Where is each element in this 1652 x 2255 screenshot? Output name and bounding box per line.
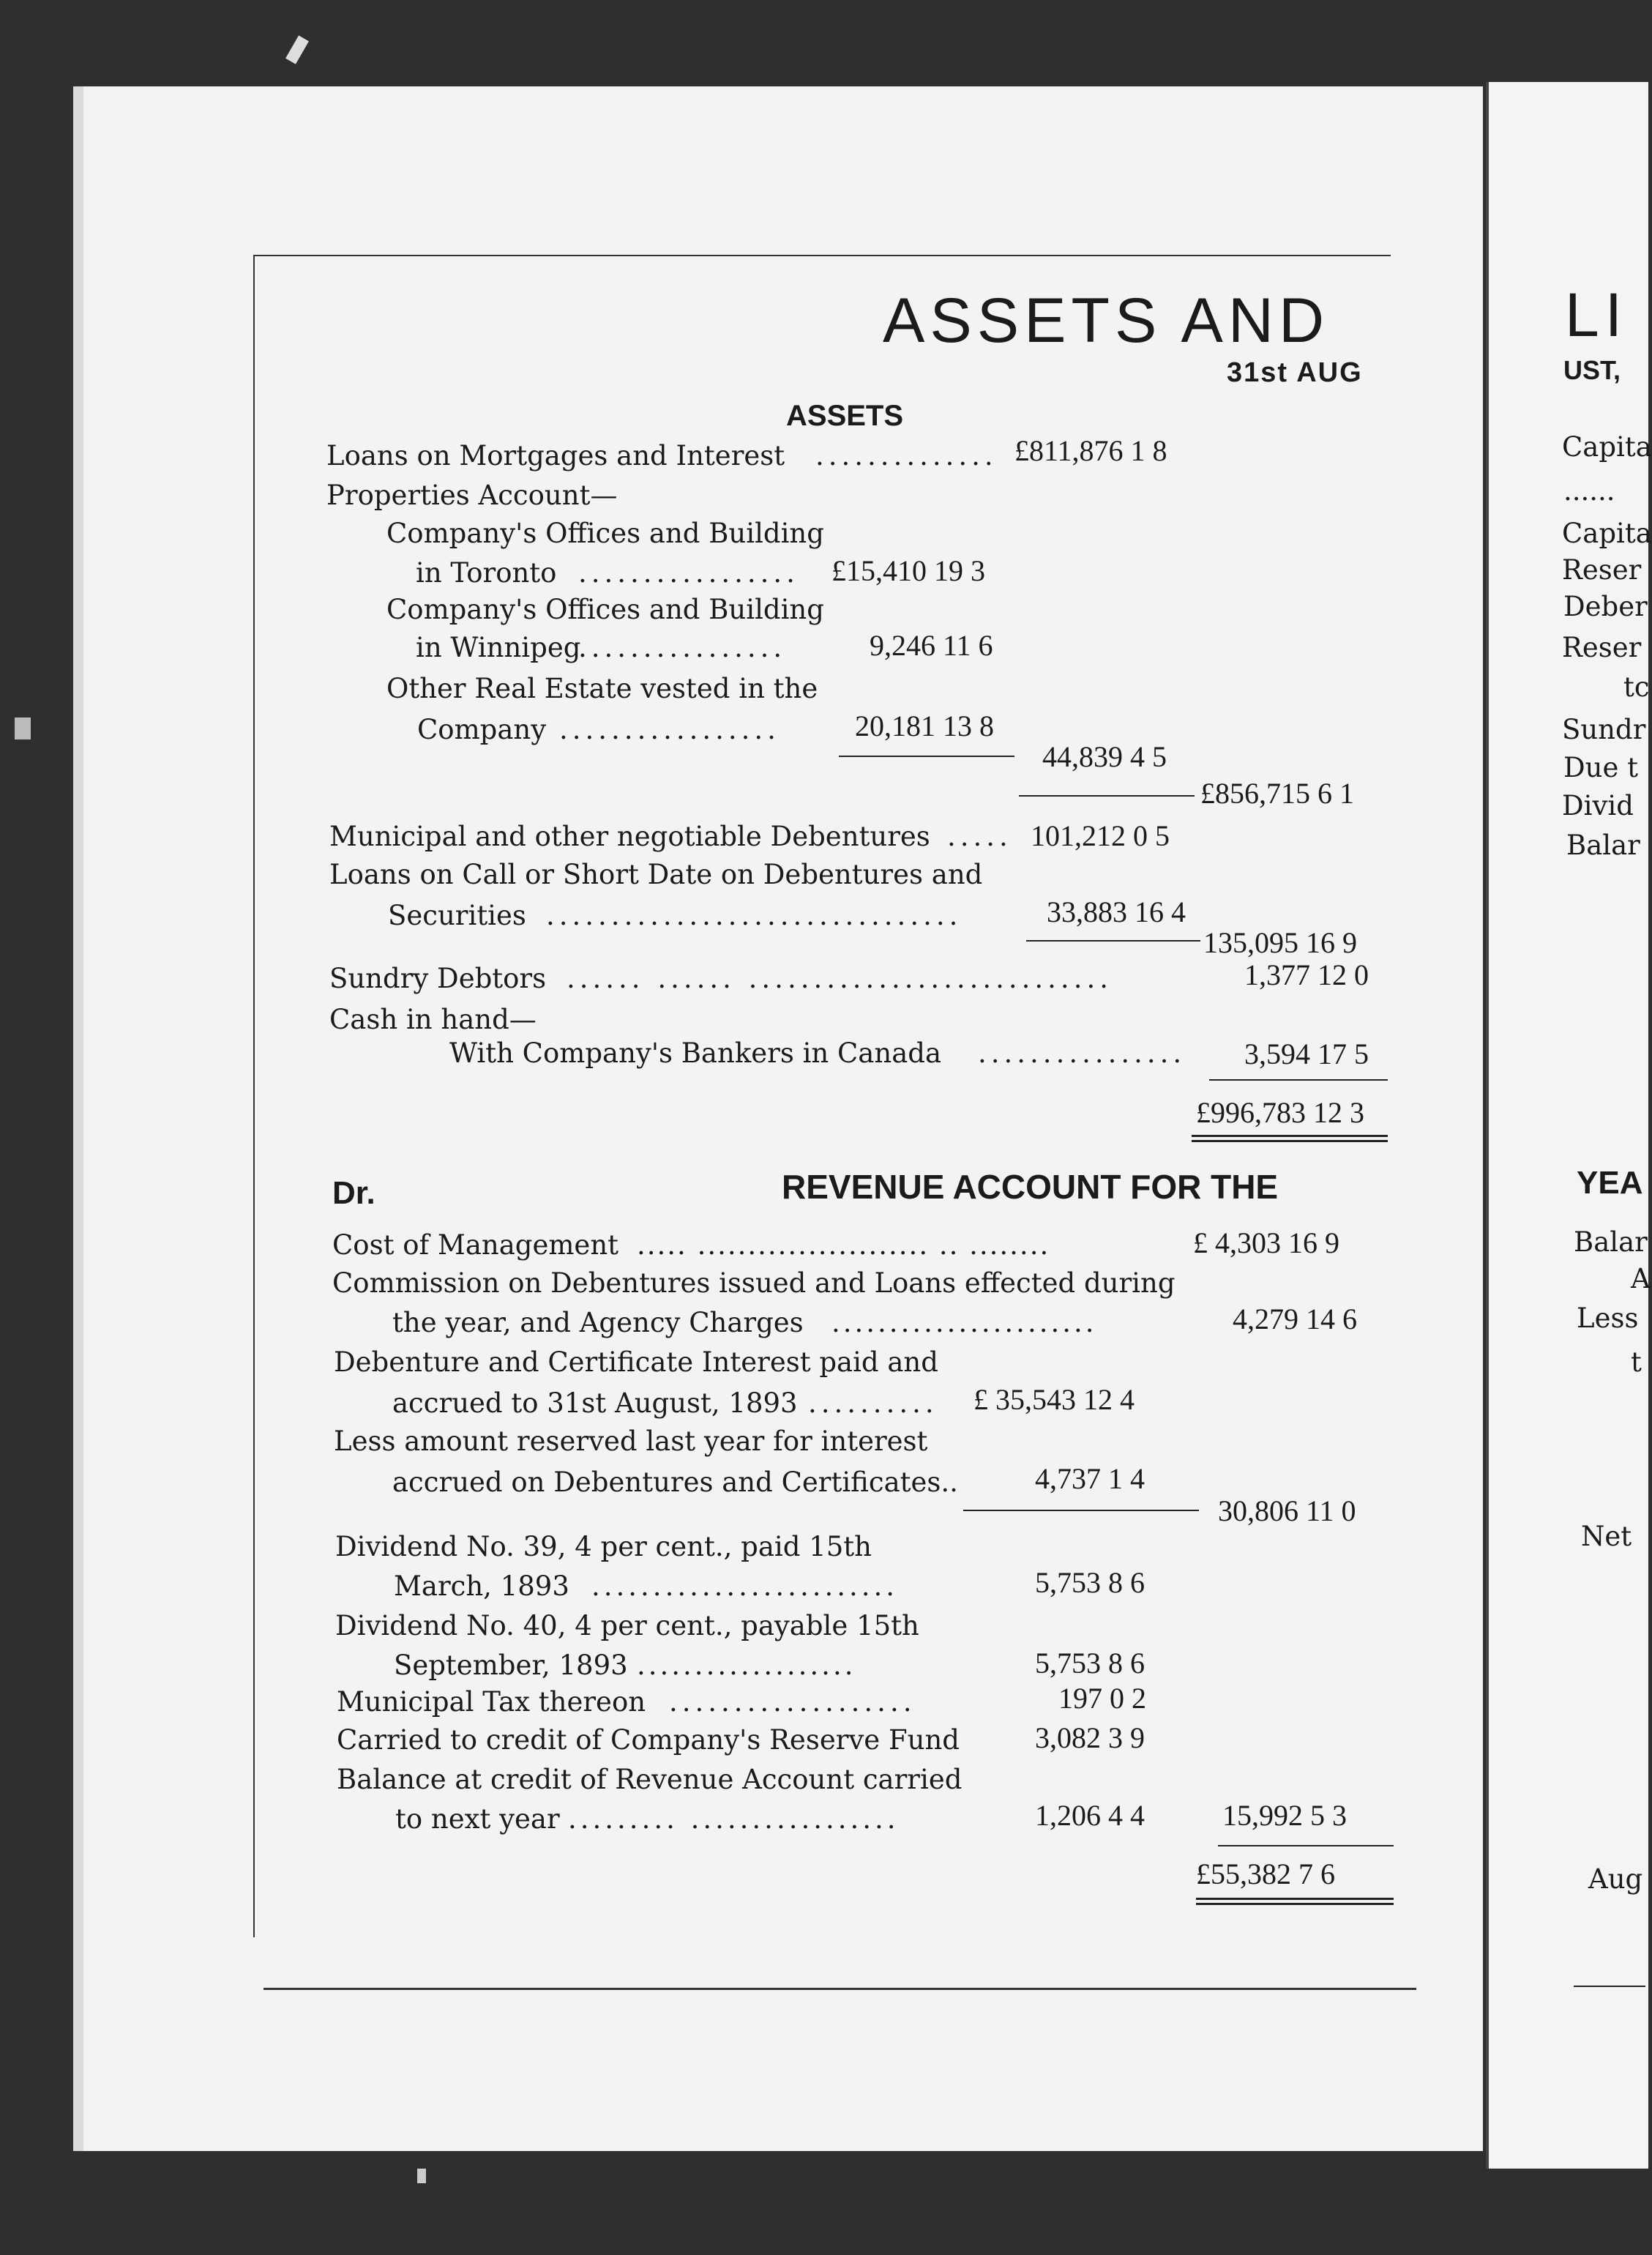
- row-amount: 33,883 16 4: [1047, 895, 1186, 928]
- row-label: Company's Offices and Building: [386, 594, 824, 625]
- second-total: 135,095 16 9: [1203, 926, 1357, 959]
- row-total: 15,992 5 3: [1222, 1799, 1347, 1832]
- row-label: March, 1893: [394, 1570, 569, 1602]
- leader-dots: .................: [578, 557, 799, 589]
- right-page: [1486, 82, 1648, 2169]
- leader-dots: ...................: [669, 1686, 916, 1718]
- right-line: Due t: [1563, 752, 1639, 783]
- row-amount: 3,594 17 5: [1244, 1037, 1369, 1070]
- speck-mark: [15, 718, 31, 739]
- row-label: Dividend No. 39, 4 per cent., paid 15th: [335, 1531, 872, 1562]
- right-date-fragment: UST,: [1563, 355, 1621, 385]
- row-label: Carried to credit of Company's Reserve Fund: [337, 1724, 960, 1756]
- row-label: Company's Offices and Building: [386, 518, 824, 549]
- row-label: Other Real Estate vested in the: [386, 673, 818, 704]
- double-rule: [1192, 1135, 1388, 1142]
- row-label: Company: [417, 714, 547, 745]
- leader-dots: .................: [559, 714, 780, 745]
- row-amount: 4,279 14 6: [1233, 1302, 1357, 1335]
- row-label: accrued to 31st August, 1893: [392, 1387, 798, 1419]
- row-label: September, 1893: [394, 1650, 628, 1681]
- right-line: t: [1631, 1346, 1642, 1378]
- date-fragment: 31st AUG: [1227, 357, 1363, 388]
- row-amount: 5,753 8 6: [1035, 1647, 1145, 1680]
- row-label: accrued on Debentures and Certificates..: [392, 1466, 958, 1498]
- row-label: to next year: [395, 1803, 560, 1835]
- right-line: Capita: [1562, 431, 1652, 463]
- row-label: Less amount reserved last year for interest: [334, 1425, 928, 1457]
- row-amount: £15,410 19 3: [831, 554, 985, 587]
- row-label: Debenture and Certificate Interest paid and: [334, 1346, 938, 1378]
- row-amount: £ 35,543 12 4: [973, 1383, 1135, 1416]
- leader-dots: ................: [978, 1037, 1186, 1069]
- right-line: Net: [1581, 1521, 1632, 1552]
- double-rule: [1196, 1898, 1394, 1905]
- row-amount: 3,082 3 9: [1035, 1721, 1145, 1754]
- row-amount: £811,876 1 8: [1014, 434, 1167, 467]
- row-label: Municipal and other negotiable Debentures: [329, 821, 930, 852]
- leader-dots: ................................: [546, 900, 963, 931]
- dr-label: Dr.: [332, 1175, 375, 1211]
- right-revenue-heading: YEA: [1577, 1165, 1643, 1201]
- properties-subtotal: 44,839 4 5: [1042, 740, 1167, 773]
- total-rule: [1218, 1845, 1394, 1846]
- speck-mark: [417, 2169, 426, 2183]
- subtotal-rule: [1026, 940, 1200, 942]
- right-line: Aug: [1588, 1863, 1643, 1895]
- leader-dots: ...... ...... ............................: [567, 963, 1113, 994]
- subtotal-rule: [839, 756, 1014, 757]
- right-line: Capita: [1562, 518, 1652, 549]
- row-amount: 9,246 11 6: [870, 629, 993, 662]
- right-line: Less: [1577, 1302, 1639, 1334]
- speck-mark: [285, 35, 309, 64]
- row-amount: 1,377 12 0: [1244, 958, 1369, 991]
- row-amount: 1,206 4 4: [1035, 1799, 1145, 1832]
- right-line: Divid: [1562, 790, 1634, 821]
- assets-heading: ASSETS: [786, 400, 904, 432]
- right-line: Balar: [1566, 830, 1640, 861]
- row-label: Cost of Management: [332, 1229, 619, 1261]
- leader-dots: ..........: [808, 1387, 938, 1419]
- row-amount: 5,753 8 6: [1035, 1566, 1145, 1599]
- row-label: Dividend No. 40, 4 per cent., payable 15th: [335, 1610, 919, 1641]
- subtotal-rule: [1019, 795, 1195, 797]
- right-page-title: LI: [1565, 280, 1629, 349]
- leader-dots: ..............: [815, 440, 998, 471]
- row-label: Commission on Debentures issued and Loans effected during: [332, 1267, 1176, 1299]
- row-amount: 4,737 1 4: [1035, 1462, 1145, 1495]
- row-label: Cash in hand—: [329, 1004, 537, 1035]
- page-bottom-rule: [264, 1988, 1416, 1990]
- leader-dots: .........................: [591, 1570, 899, 1602]
- row-label: Loans on Call or Short Date on Debentures and: [329, 859, 983, 890]
- assets-grand-total: £996,783 12 3: [1196, 1096, 1364, 1129]
- subtotal-rule: [963, 1510, 1199, 1511]
- total-rule: [1209, 1079, 1388, 1081]
- leader-dots: ..... ....................... .. ........: [637, 1229, 1050, 1261]
- row-label: the year, and Agency Charges: [392, 1307, 804, 1338]
- row-label: Properties Account—: [326, 480, 618, 511]
- right-line: tc: [1623, 671, 1650, 703]
- page-title: ASSETS AND: [883, 286, 1330, 356]
- row-amount: 197 0 2: [1058, 1682, 1146, 1715]
- row-amount: 20,181 13 8: [855, 709, 994, 742]
- right-line: Deber: [1563, 591, 1648, 622]
- row-amount: £ 4,303 16 9: [1193, 1226, 1339, 1259]
- right-line: Reser: [1562, 554, 1642, 586]
- right-line: A: [1631, 1263, 1651, 1294]
- revenue-heading: REVENUE ACCOUNT FOR THE: [782, 1168, 1279, 1206]
- leader-dots: ......... .................: [568, 1803, 900, 1835]
- row-label: With Company's Bankers in Canada: [449, 1037, 941, 1069]
- leader-dots: .....: [947, 821, 1012, 852]
- row-label: Municipal Tax thereon: [337, 1686, 646, 1718]
- right-line: Sundr: [1562, 714, 1646, 745]
- right-bottom-rule: [1574, 1986, 1645, 1987]
- row-total: 30,806 11 0: [1218, 1494, 1356, 1527]
- leader-dots: ...................: [637, 1650, 856, 1681]
- row-label: Securities: [388, 900, 526, 931]
- right-line: Balar: [1574, 1226, 1648, 1258]
- row-label: in Winnipeg: [416, 632, 581, 663]
- right-line: ......: [1563, 475, 1615, 507]
- row-amount: 101,212 0 5: [1031, 819, 1170, 852]
- row-label: in Toronto: [416, 557, 557, 589]
- revenue-grand-total: £55,382 7 6: [1196, 1857, 1335, 1890]
- row-label: Sundry Debtors: [329, 963, 547, 994]
- row-label: Balance at credit of Revenue Account carried: [337, 1764, 963, 1795]
- first-total: £856,715 6 1: [1200, 777, 1354, 810]
- leader-dots: ................: [578, 632, 787, 663]
- right-line: Reser: [1562, 632, 1642, 663]
- row-label: Loans on Mortgages and Interest: [326, 440, 785, 471]
- leader-dots: .......................: [831, 1307, 1097, 1338]
